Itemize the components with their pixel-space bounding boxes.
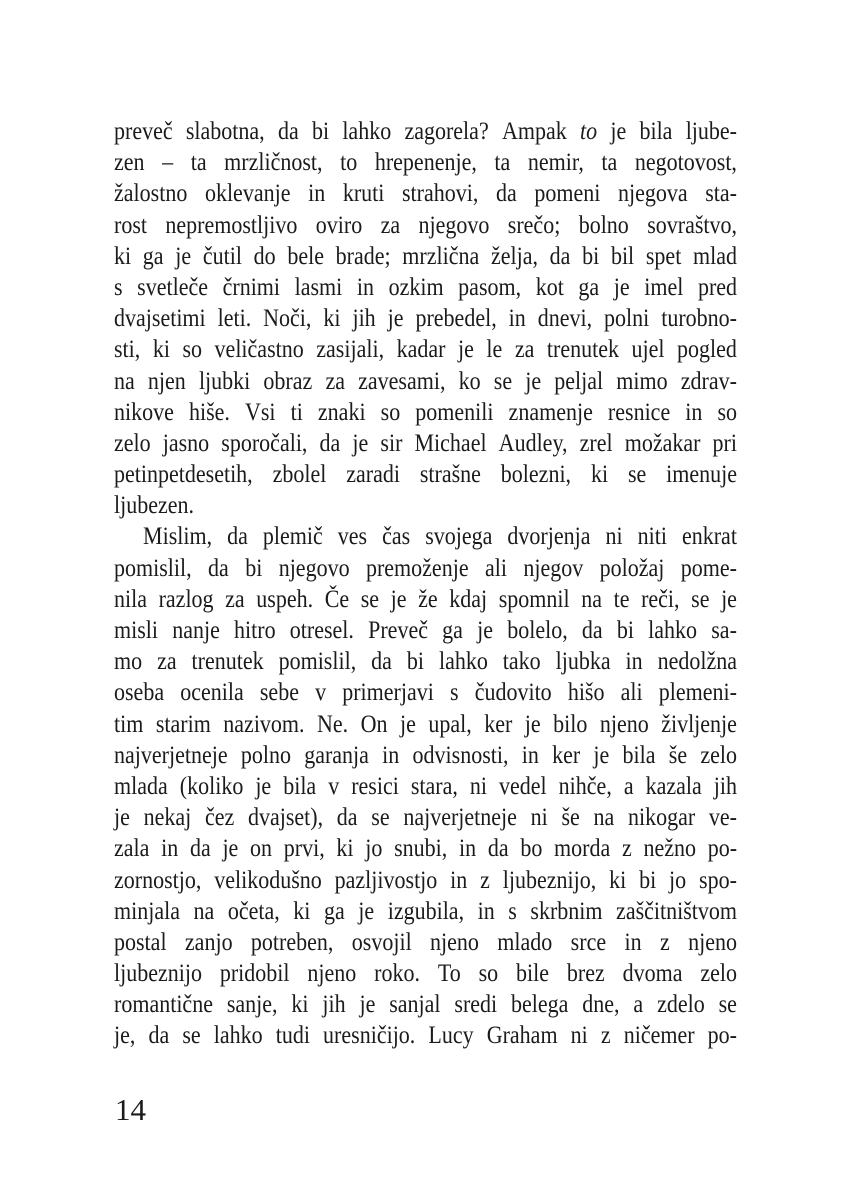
paragraph [114, 521, 737, 1051]
text-line: petinpetdesetih, zbolel zaradi strašne bolezni, ki se imenuje [114, 461, 738, 489]
text-line: na njen ljubki obraz za zavesami, ko se je peljal mimo zdrav- [114, 367, 737, 395]
text-line: zelo jasno sporočali, da je sir Michael Audley, zrel možakar pri [114, 429, 737, 457]
text-line: s svetleče črnimi lasmi in ozkim pasom, kot ga je imel pred [114, 273, 738, 301]
text-line: zen – ta mrzličnost, to hrepenenje, ta nemir, ta negotovost, [114, 149, 737, 177]
text-line: zornostjo, velikodušno pazljivostjo in z ljubeznijo, ki bi jo spo- [114, 866, 737, 894]
text-line: sti, ki so veličastno zasijali, kadar je le za trenutek ujel pogled [114, 336, 737, 364]
text-line: oseba ocenila sebe v primerjavi s čudovito hišo ali plemeni- [114, 679, 737, 707]
text-line: tim starim nazivom. Ne. On je upal, ker je bilo njeno življenje [114, 710, 737, 738]
text-line: preveč slabotna, da bi lahko zagorela? Ampak to je bila ljube- [114, 118, 738, 145]
text-line: minjala na očeta, ki ga je izgubila, in s skrbnim zaščitništvom [114, 897, 738, 925]
text-line: nila razlog za uspeh. Če se je že kdaj spomnil na te reči, se je [114, 585, 737, 613]
text-line: misli nanje hitro otresel. Preveč ga je bolelo, da bi lahko sa- [114, 617, 737, 644]
text-line: najverjetneje polno garanja in odvisnosti, in ker je bila še zelo [114, 741, 738, 769]
text-line: žalostno oklevanje in kruti strahovi, da pomeni njegova sta- [114, 180, 738, 208]
text-line: romantične sanje, ki jih je sanjal sredi belega dne, a zdelo se [114, 991, 737, 1019]
text-line: ljubezen. [114, 492, 195, 520]
text-line: je, da se lahko tudi uresničijo. Lucy Graham ni z ničemer po- [114, 1022, 738, 1050]
page-number: 14 [115, 1092, 146, 1127]
text-line: Mislim, da plemič ves čas svojega dvorjenja ni niti enkrat [143, 523, 737, 551]
text-line: zala in da je on prvi, ki jo snubi, in da bo morda z nežno po- [114, 835, 738, 863]
text-block [114, 116, 737, 1052]
text-line: pomislil, da bi njegovo premoženje ali njegov položaj pome- [114, 554, 737, 582]
text-line: postal zanjo potreben, osvojil njeno mlado srce in z njeno [114, 928, 737, 956]
text-line: dvajsetimi leti. Noči, ki jih je prebedel, in dnevi, polni turobno- [114, 305, 738, 333]
text-line: mo za trenutek pomislil, da bi lahko tako ljubka in nedolžna [114, 648, 738, 676]
text-line: je nekaj čez dvajset), da se najverjetneje ni še na nikogar ve- [114, 804, 737, 832]
text-line: rost nepremostljivo oviro za njegovo srečo; bolno sovraštvo, [114, 211, 738, 239]
text-line: ljubeznijo pridobil njeno roko. To so bile brez dvoma zelo [114, 960, 737, 988]
text-line: nikove hiše. Vsi ti znaki so pomenili znamenje resnice in so [114, 398, 738, 426]
text-line: ki ga je čutil do bele brade; mrzlična želja, da bi bil spet mlad [114, 242, 737, 270]
paragraph [114, 116, 737, 521]
text-line: mlada (koliko je bila v resici stara, ni vedel nihče, a kazala jih [114, 772, 738, 800]
